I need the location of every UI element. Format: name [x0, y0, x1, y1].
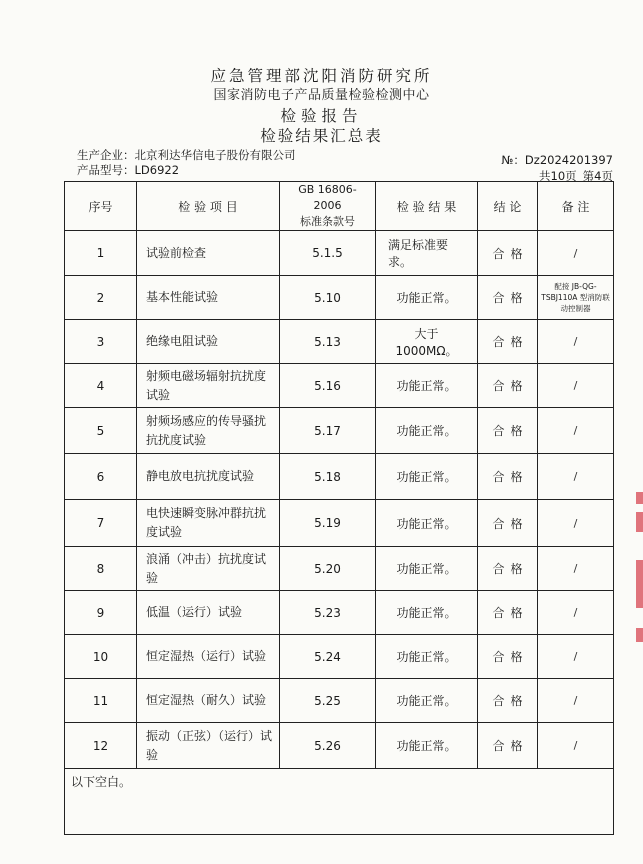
test-result: 功能正常。 [376, 723, 478, 769]
remark: / [538, 408, 614, 454]
stamp-edge-mark [636, 512, 643, 532]
org-title: 应急管理部沈阳消防研究所 [210, 67, 433, 85]
standard-clause: 5.20 [280, 547, 376, 591]
test-item: 射频电磁场辐射抗扰度试验 [137, 364, 280, 408]
conclusion: 合格 [478, 276, 538, 320]
test-item: 基本性能试验 [137, 276, 280, 320]
test-item: 振动（正弦）（运行）试验 [137, 723, 280, 769]
standard-clause: 5.25 [280, 679, 376, 723]
test-item: 射频场感应的传导骚扰抗扰度试验 [137, 408, 280, 454]
row-number: 12 [65, 723, 137, 769]
row-number: 10 [65, 635, 137, 679]
center-title: 国家消防电子产品质量检验检测中心 [213, 88, 430, 103]
row-number: 5 [65, 408, 137, 454]
footer-note: 以下空白。 [65, 769, 614, 835]
table-row [65, 364, 614, 408]
table-row [65, 320, 614, 364]
conclusion: 合格 [478, 454, 538, 500]
table-row [65, 547, 614, 591]
test-result: 功能正常。 [376, 547, 478, 591]
test-item: 绝缘电阻试验 [137, 320, 280, 364]
col-header-standard [280, 182, 376, 231]
report-title: 检验报告 [280, 107, 363, 125]
test-result: 功能正常。 [376, 635, 478, 679]
test-item: 浪涌（冲击）抗扰度试验 [137, 547, 280, 591]
table-row [65, 231, 614, 276]
test-result: 大于 1000MΩ。 [376, 320, 478, 364]
col-header-item: 检 验 项 目 [137, 182, 280, 231]
table-row [65, 723, 614, 769]
footer-row [65, 769, 614, 835]
table-row [65, 500, 614, 547]
test-result: 功能正常。 [376, 500, 478, 547]
col-header-standard-line2: 标准条款号 [300, 215, 355, 228]
conclusion: 合格 [478, 591, 538, 635]
table-header-row [65, 182, 614, 231]
remark: / [538, 320, 614, 364]
test-item: 电快速瞬变脉冲群抗扰度试验 [137, 500, 280, 547]
row-number: 9 [65, 591, 137, 635]
table-row [65, 454, 614, 500]
conclusion: 合格 [478, 635, 538, 679]
conclusion: 合格 [478, 500, 538, 547]
standard-clause: 5.19 [280, 500, 376, 547]
row-number: 2 [65, 276, 137, 320]
row-number: 8 [65, 547, 137, 591]
remark: / [538, 454, 614, 500]
test-item: 静电放电抗扰度试验 [137, 454, 280, 500]
col-header-standard-line1: GB 16806-2006 [298, 183, 357, 212]
standard-clause: 5.13 [280, 320, 376, 364]
col-header-conclusion: 结 论 [478, 182, 538, 231]
col-header-result: 检 验 结 果 [376, 182, 478, 231]
table-row [65, 276, 614, 320]
results-table [64, 181, 614, 835]
standard-clause: 5.16 [280, 364, 376, 408]
test-result: 功能正常。 [376, 679, 478, 723]
remark: / [538, 591, 614, 635]
remark: / [538, 723, 614, 769]
conclusion: 合格 [478, 231, 538, 276]
conclusion: 合格 [478, 364, 538, 408]
page-number: 第4页 [582, 169, 613, 183]
table-row [65, 635, 614, 679]
stamp-edge-mark [636, 628, 643, 642]
conclusion: 合格 [478, 320, 538, 364]
standard-clause: 5.24 [280, 635, 376, 679]
standard-clause: 5.1.5 [280, 231, 376, 276]
test-result: 功能正常。 [376, 591, 478, 635]
test-result: 功能正常。 [376, 364, 478, 408]
conclusion: 合格 [478, 723, 538, 769]
remark: / [538, 679, 614, 723]
row-number: 1 [65, 231, 137, 276]
summary-title: 检验结果汇总表 [260, 127, 383, 145]
report-number: №：Dz2024201397 [501, 153, 613, 167]
stamp-edge-mark [636, 560, 643, 608]
row-number: 6 [65, 454, 137, 500]
remark: 配接 JB-QG-TSBJ110A 型消防联动控制器 [538, 276, 614, 320]
standard-clause: 5.23 [280, 591, 376, 635]
test-item: 恒定湿热（运行）试验 [137, 635, 280, 679]
test-item: 恒定湿热（耐久）试验 [137, 679, 280, 723]
remark: / [538, 364, 614, 408]
test-item: 低温（运行）试验 [137, 591, 280, 635]
remark: / [538, 500, 614, 547]
test-result: 功能正常。 [376, 408, 478, 454]
table-row [65, 408, 614, 454]
company-name: 生产企业：北京利达华信电子股份有限公司 [77, 148, 296, 162]
row-number: 7 [65, 500, 137, 547]
standard-clause: 5.10 [280, 276, 376, 320]
col-header-seq: 序号 [65, 182, 137, 231]
standard-clause: 5.18 [280, 454, 376, 500]
row-number: 4 [65, 364, 137, 408]
conclusion: 合格 [478, 408, 538, 454]
stamp-edge-mark [636, 492, 643, 504]
total-pages: 共10页 [539, 169, 577, 183]
remark: / [538, 547, 614, 591]
test-result: 满足标准要求。 [376, 231, 478, 276]
table-row [65, 679, 614, 723]
col-header-remark: 备 注 [538, 182, 614, 231]
test-item: 试验前检查 [137, 231, 280, 276]
test-result: 功能正常。 [376, 454, 478, 500]
standard-clause: 5.26 [280, 723, 376, 769]
conclusion: 合格 [478, 547, 538, 591]
row-number: 3 [65, 320, 137, 364]
product-model: 产品型号：LD6922 [77, 163, 180, 177]
remark: / [538, 635, 614, 679]
standard-clause: 5.17 [280, 408, 376, 454]
test-result: 功能正常。 [376, 276, 478, 320]
conclusion: 合格 [478, 679, 538, 723]
row-number: 11 [65, 679, 137, 723]
remark: / [538, 231, 614, 276]
table-row [65, 591, 614, 635]
